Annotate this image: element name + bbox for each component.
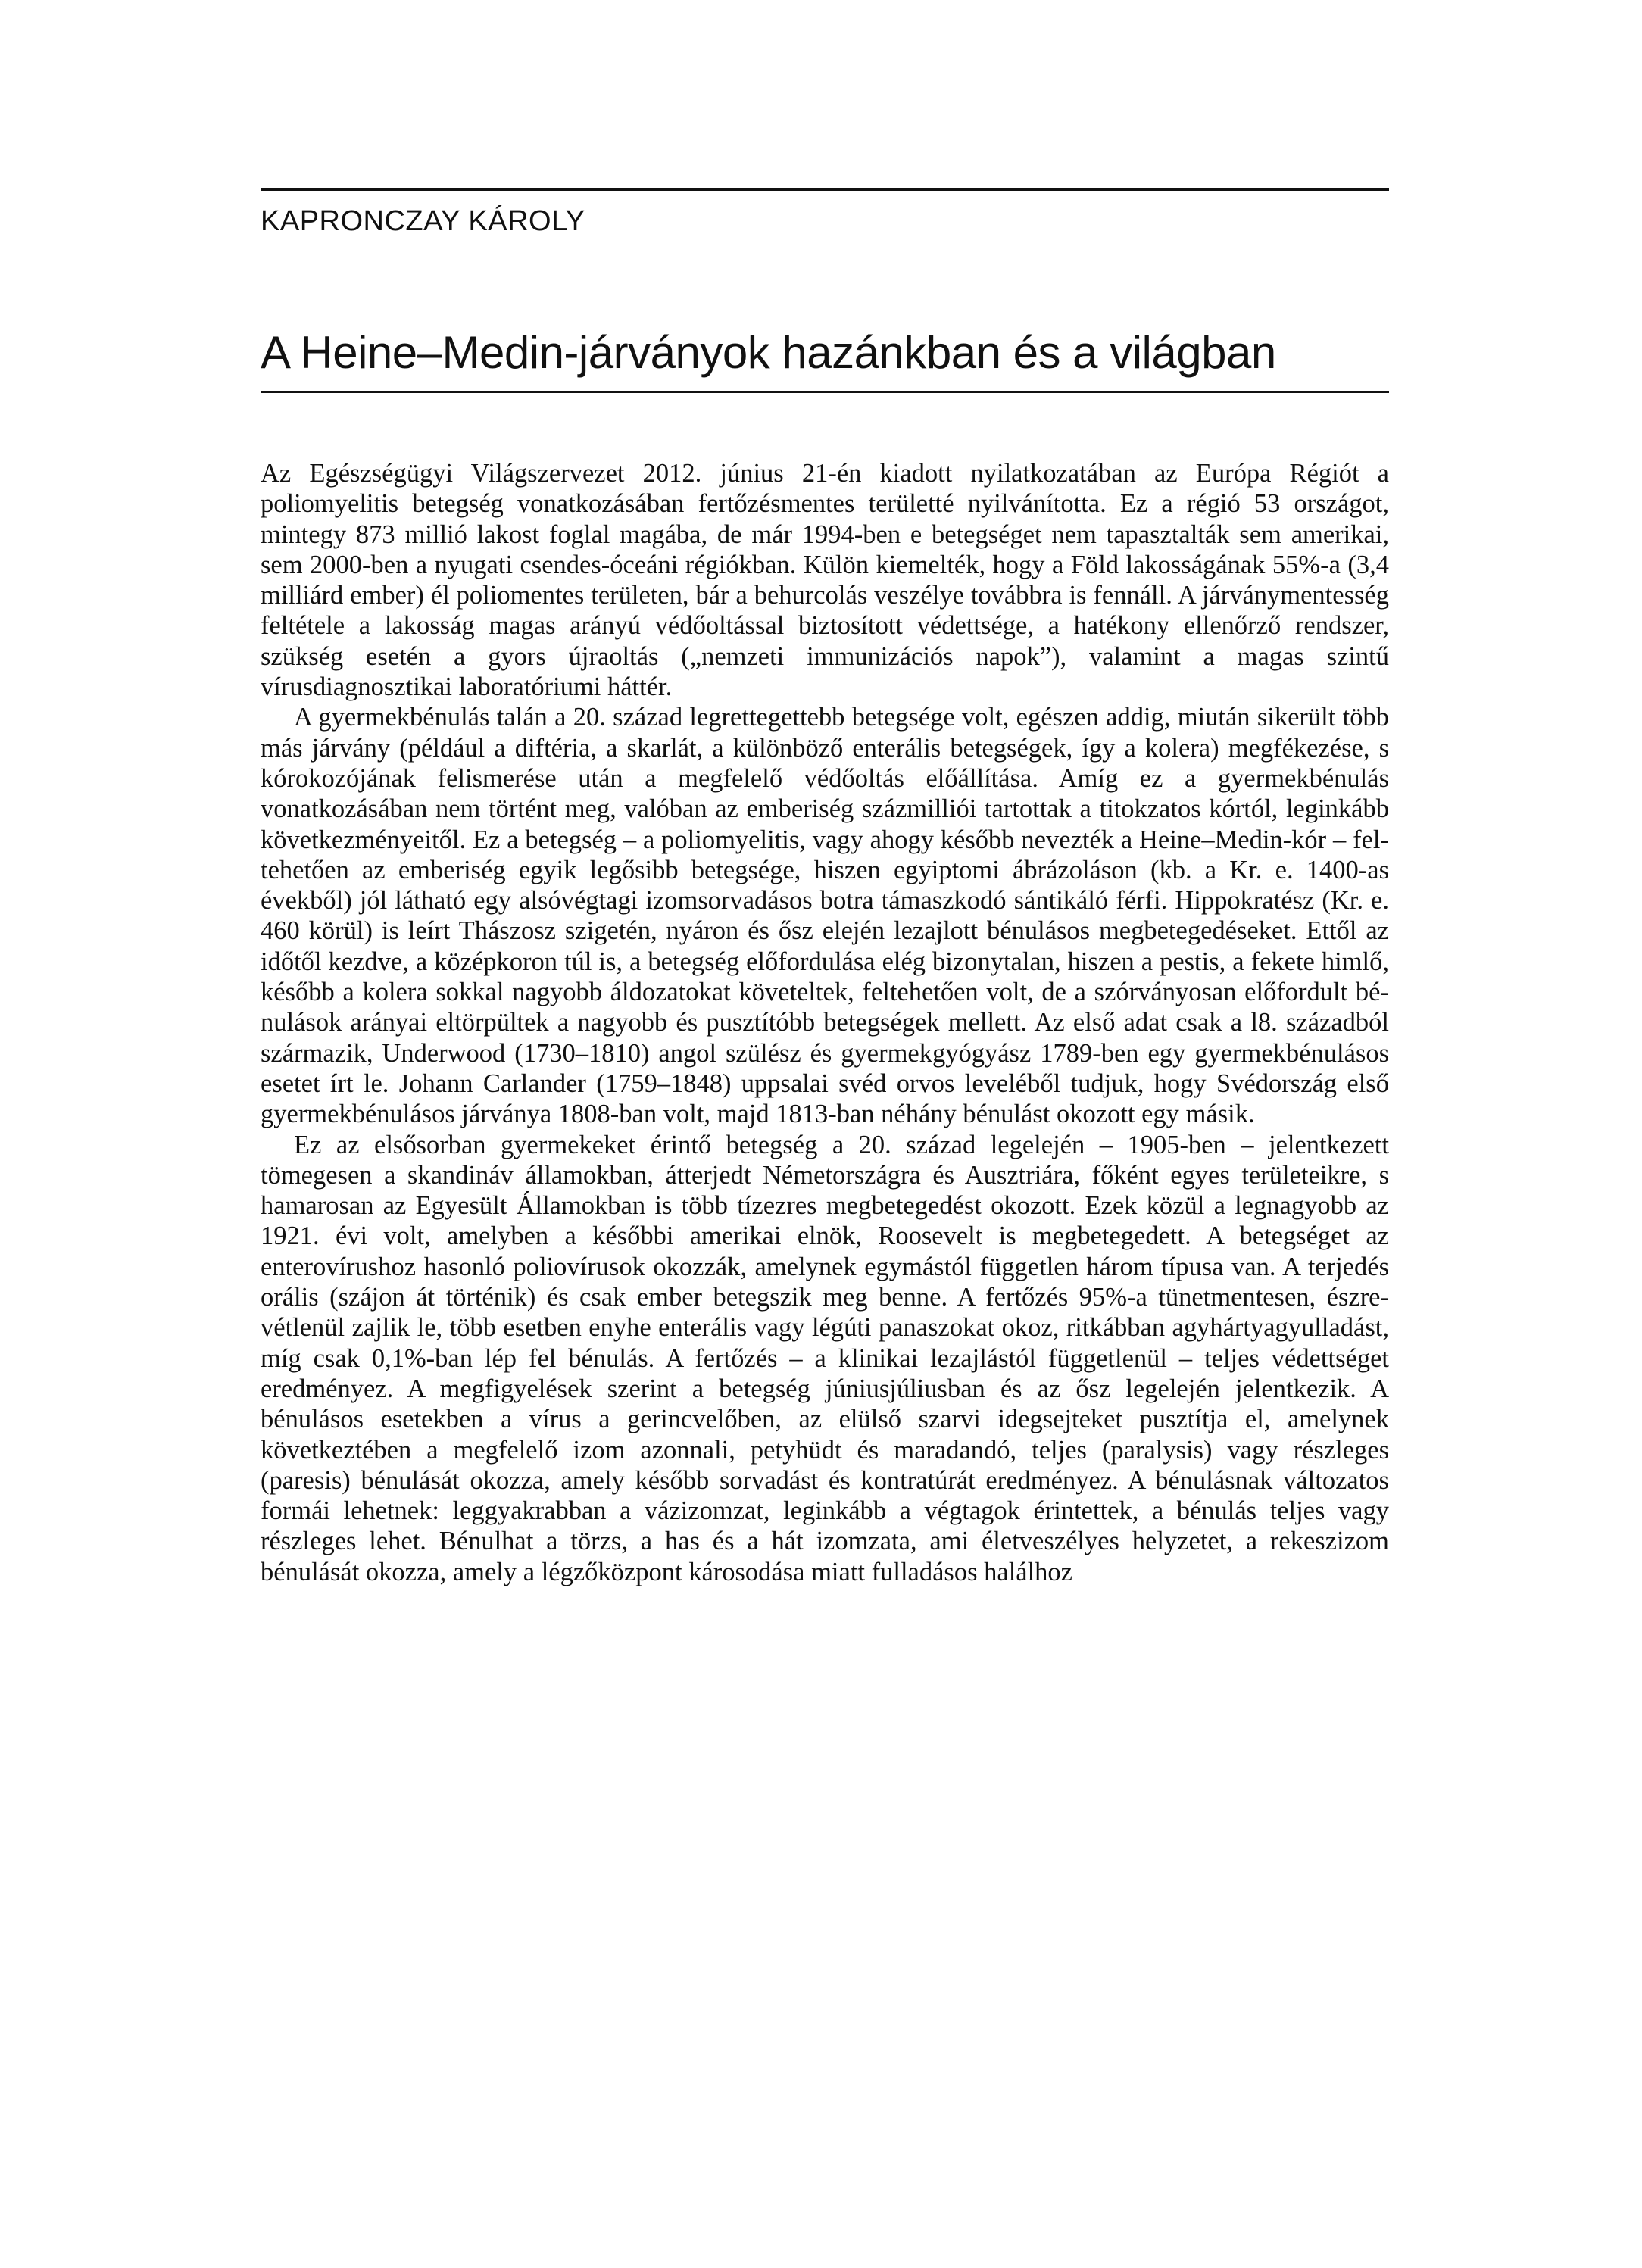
article-title: A Heine–Medin-járványok hazánkban és a világban — [261, 327, 1276, 378]
document-page — [261, 188, 1389, 1587]
paragraph: A gyermekbénulás talán a 20. század legrettegettebb betegsége volt, egészen addig, miután sikerült több más járvány (például a diftéria, a skarlát, a különböző enterális betegségek, így a kolera) megfékezése, s kórokozójának felismerése után a megfelelő védőoltás előállítása. Amíg ez a gyermekbénulás vonatkozásában nem történt meg, valóban az emberiség százmilliói tartottak a titokzatos kórtól, leginkább következményeitől. Ez a betegség – a poliomyelitis, vagy ahogy később nevezték a Heine–Medin-kór – feltehetően az emberiség egyik legősibb betegsége, hiszen egyiptomi ábrázoláson (kb. a Kr. e. 1400-as évekből) jól látható egy alsóvégtagi izomsorvadásos botra támaszkodó sántikáló férfi. Hippokratész (Kr. e. 460 körül) is leírt Thászosz szigetén, nyáron és ősz elején lezajlott bénulásos megbetegedéseket. Ettől az időtől kezdve, a középkoron túl is, a betegség előfordulása elég bizonytalan, hiszen a pestis, a fekete himlő, később a kolera sokkal nagyobb áldozatokat követeltek, feltehetően volt, de a szórványosan előfordult bénulások arányai eltörpültek a nagyobb és pusztítóbb betegségek mellett. Az első adat csak a l8. századból származik, Underwood (1730–1810) angol szülész és gyermekgyógyász 1789-ben egy gyermekbénulásos esetet írt le. Johann Carlander (1759–1848) uppsalai svéd orvos leveléből tudjuk, hogy Svédország első gyermekbénulásos járványa 1808-ban volt, majd 1813-ban néhány bénulást okozott egy másik. — [261, 703, 1389, 1129]
title-rule — [261, 391, 1389, 393]
paragraph: Ez az elsősorban gyermekeket érintő betegség a 20. század legelején – 1905-ben – jelentkezett tömegesen a skandináv államokban, átterjedt Németországra és Ausztriára, főként egyes területeikre, s hamarosan az Egyesült Államokban is több tízezres megbetegedést okozott. Ezek közül a legnagyobb az 1921. évi volt, amelyben a későbbi amerikai elnök, Roosevelt is megbetegedett. A betegséget az enterovírushoz hasonló poliovírusok okozzák, amelynek egymástól független három típusa van. A terjedés orális (szájon át történik) és csak ember betegszik meg benne. A fertőzés 95%-a tünetmentesen, észrevétlenül zajlik le, több esetben enyhe enterális vagy légúti panaszokat okoz, ritkábban agyhártyagyulladást, míg csak 0,1%-ban lép fel bénulás. A fertőzés – a klinikai lezajlástól függetlenül – teljes védettséget eredményez. A megfigyelések szerint a betegség júniusjúliusban és az ősz legelején jelentkezik. A bénulásos esetekben a vírus a gerincvelőben, az elülső szarvi idegsejteket pusztítja el, amelynek következtében a megfelelő izom azonnali, petyhüdt és maradandó, teljes (paralysis) vagy részleges (paresis) bénulását okozza, amely később sorvadást és kontratúrát eredményez. A bénulásnak változatos formái lehetnek: leggyakrabban a vázizomzat, leginkább a végtagok érintettek, a bénulás teljes vagy részleges lehet. Bénulhat a törzs, a has és a hát izomzata, ami életveszélyes helyzetet, a rekeszizom bénulását okozza, amely a légzőközpont károsodása miatt fulladásos halálhoz — [261, 1130, 1389, 1586]
paragraph: Az Egészségügyi Világszervezet 2012. június 21-én kiadott nyilatkozatában az Európa Régiót a poliomyelitis betegség vonatkozásában fertőzésmentes területté nyilvánította. Ez a régió 53 országot, mintegy 873 millió lakost foglal magába, de már 1994-ben e betegséget nem tapasztalták sem amerikai, sem 2000-ben a nyugati csendes-óceáni régiókban. Külön kiemelték, hogy a Föld lakosságának 55%-a (3,4 milliárd ember) él poliomentes területen, bár a behurcolás veszélye továbbra is fennáll. A járványmentesség feltétele a lakosság magas arányú védőoltással biztosított védettsége, a hatékony ellenőrző rendszer, szükség esetén a gyors újraoltás („nemzeti immunizációs napok”), valamint a magas szintű vírusdiagnosztikai laboratóriumi háttér. — [261, 459, 1389, 702]
author-name: KAPRONCZAY KÁROLY — [261, 205, 585, 237]
header-rule — [261, 188, 1389, 191]
article-body — [261, 458, 1389, 1587]
